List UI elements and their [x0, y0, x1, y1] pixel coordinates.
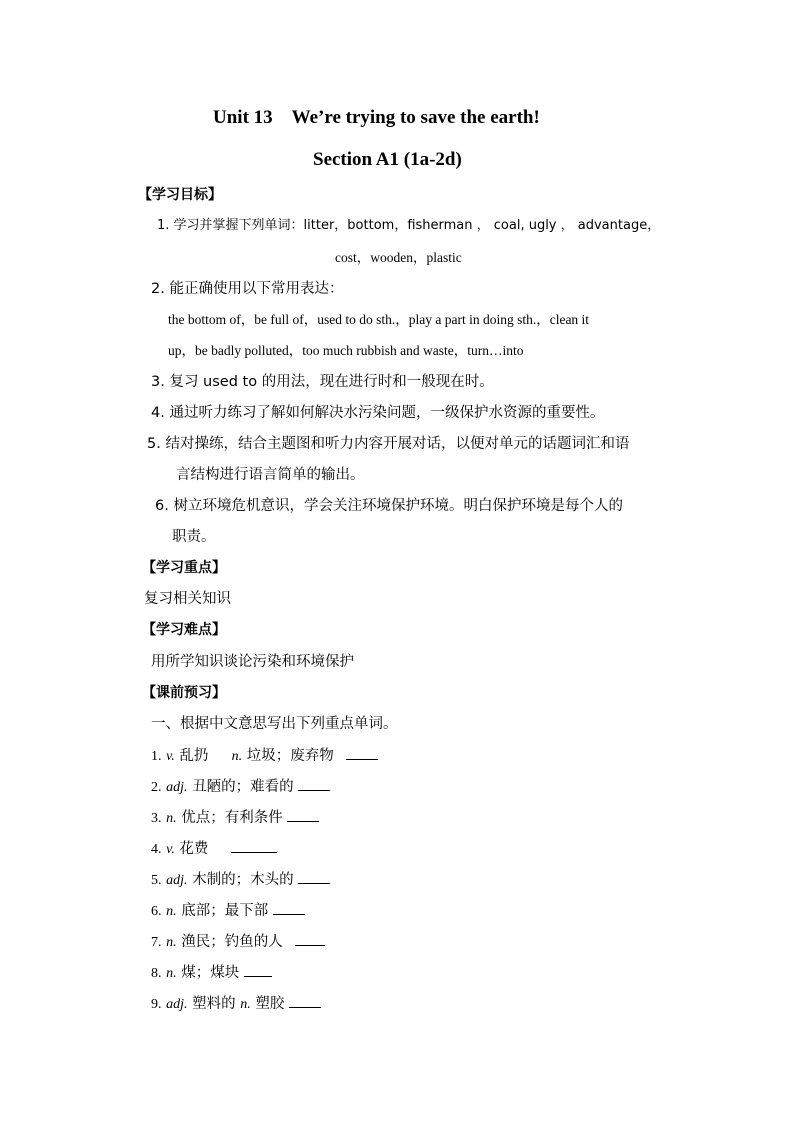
- vocab-item-4: [151, 842, 277, 857]
- meaning-2: 垃圾；废弃物: [246, 748, 334, 764]
- vocab-item-3: [151, 811, 319, 826]
- goal-2-line-3: up，be badly polluted，too much rubbish and waste，turn…into: [168, 343, 524, 358]
- vocab-item-6: [151, 904, 305, 919]
- answer-blank[interactable]: [346, 758, 378, 760]
- part-of-speech-2: n.: [231, 749, 243, 764]
- difficulties-heading: 【学习难点】: [142, 622, 226, 638]
- meaning: 花费: [179, 841, 209, 857]
- key-points-heading: 【学习重点】: [142, 560, 226, 576]
- answer-blank[interactable]: [273, 913, 305, 915]
- preview-instruction: 一、根据中文意思写出下列重点单词。: [151, 716, 398, 732]
- answer-blank[interactable]: [298, 789, 330, 791]
- vocab-item-1: [151, 749, 378, 764]
- answer-blank[interactable]: [231, 851, 277, 853]
- meaning: 丑陋的；难看的: [192, 779, 294, 795]
- meaning: 底部；最下部: [181, 903, 269, 919]
- goals-heading: 【学习目标】: [138, 187, 222, 203]
- part-of-speech: n.: [166, 966, 177, 981]
- vocab-item-2: [151, 780, 330, 795]
- goal-2-line-2: the bottom of，be full of，used to do sth.，play a part in doing sth.，clean it: [168, 312, 590, 327]
- item-number: 8.: [151, 966, 162, 981]
- item-number: 7.: [151, 935, 162, 950]
- part-of-speech: n.: [166, 935, 177, 950]
- vocab-item-5: [151, 873, 330, 888]
- item-number: 2.: [151, 780, 162, 795]
- item-number: 3.: [151, 811, 162, 826]
- vocab-item-9: [151, 997, 321, 1012]
- unit-title: Unit 13 We’re trying to save the earth!: [213, 107, 540, 128]
- meaning-2: 塑胶: [255, 996, 285, 1012]
- goal-4: 4. 通过听力练习了解如何解决水污染问题，一级保护水资源的重要性。: [151, 405, 605, 421]
- answer-blank[interactable]: [295, 944, 325, 946]
- part-of-speech: adj.: [166, 997, 188, 1012]
- meaning: 木制的；木头的: [192, 872, 294, 888]
- meaning: 塑料的: [192, 996, 236, 1012]
- meaning: 渔民；钓鱼的人: [181, 934, 283, 950]
- goal-1-line-1: 1. 学习并掌握下列单词：litter，bottom，fisherman ， coal, ugly ， advantage，: [157, 218, 661, 233]
- preview-heading: 【课前预习】: [142, 685, 226, 701]
- key-points-text: 复习相关知识: [144, 591, 231, 607]
- item-number: 1.: [151, 749, 162, 764]
- goal-6-line-2: 职责。: [172, 529, 216, 545]
- part-of-speech: adj.: [166, 873, 188, 888]
- item-number: 6.: [151, 904, 162, 919]
- part-of-speech: n.: [166, 904, 177, 919]
- item-number: 9.: [151, 997, 162, 1012]
- answer-blank[interactable]: [298, 882, 330, 884]
- answer-blank[interactable]: [287, 820, 319, 822]
- goal-2-line-1: 2. 能正确使用以下常用表达：: [151, 281, 344, 297]
- part-of-speech: v.: [166, 842, 175, 857]
- item-number: 5.: [151, 873, 162, 888]
- goal-6-line-1: 6. 树立环境危机意识，学会关注环境保护环境。明白保护环境是每个人的: [155, 498, 623, 514]
- vocab-item-8: [151, 966, 272, 981]
- goal-5-line-2: 言结构进行语言简单的输出。: [176, 467, 365, 483]
- part-of-speech: v.: [166, 749, 175, 764]
- item-number: 4.: [151, 842, 162, 857]
- vocab-item-7: [151, 935, 325, 950]
- part-of-speech: n.: [166, 811, 177, 826]
- answer-blank[interactable]: [289, 1006, 321, 1008]
- part-of-speech-2: n.: [240, 997, 251, 1012]
- answer-blank[interactable]: [244, 975, 272, 977]
- part-of-speech: adj.: [166, 780, 188, 795]
- meaning: 乱扔: [179, 748, 209, 764]
- section-title: Section A1 (1a-2d): [313, 149, 462, 170]
- meaning: 煤；煤块: [181, 965, 240, 981]
- goal-3: 3. 复习 used to 的用法，现在进行时和一般现在时。: [151, 374, 494, 390]
- difficulties-text: 用所学知识谈论污染和环境保护: [151, 654, 354, 670]
- goal-5-line-1: 5. 结对操练，结合主题图和听力内容开展对话，以便对单元的话题词汇和语: [147, 436, 630, 452]
- meaning: 优点；有利条件: [181, 810, 283, 826]
- goal-1-line-2: cost，wooden，plastic: [335, 250, 462, 265]
